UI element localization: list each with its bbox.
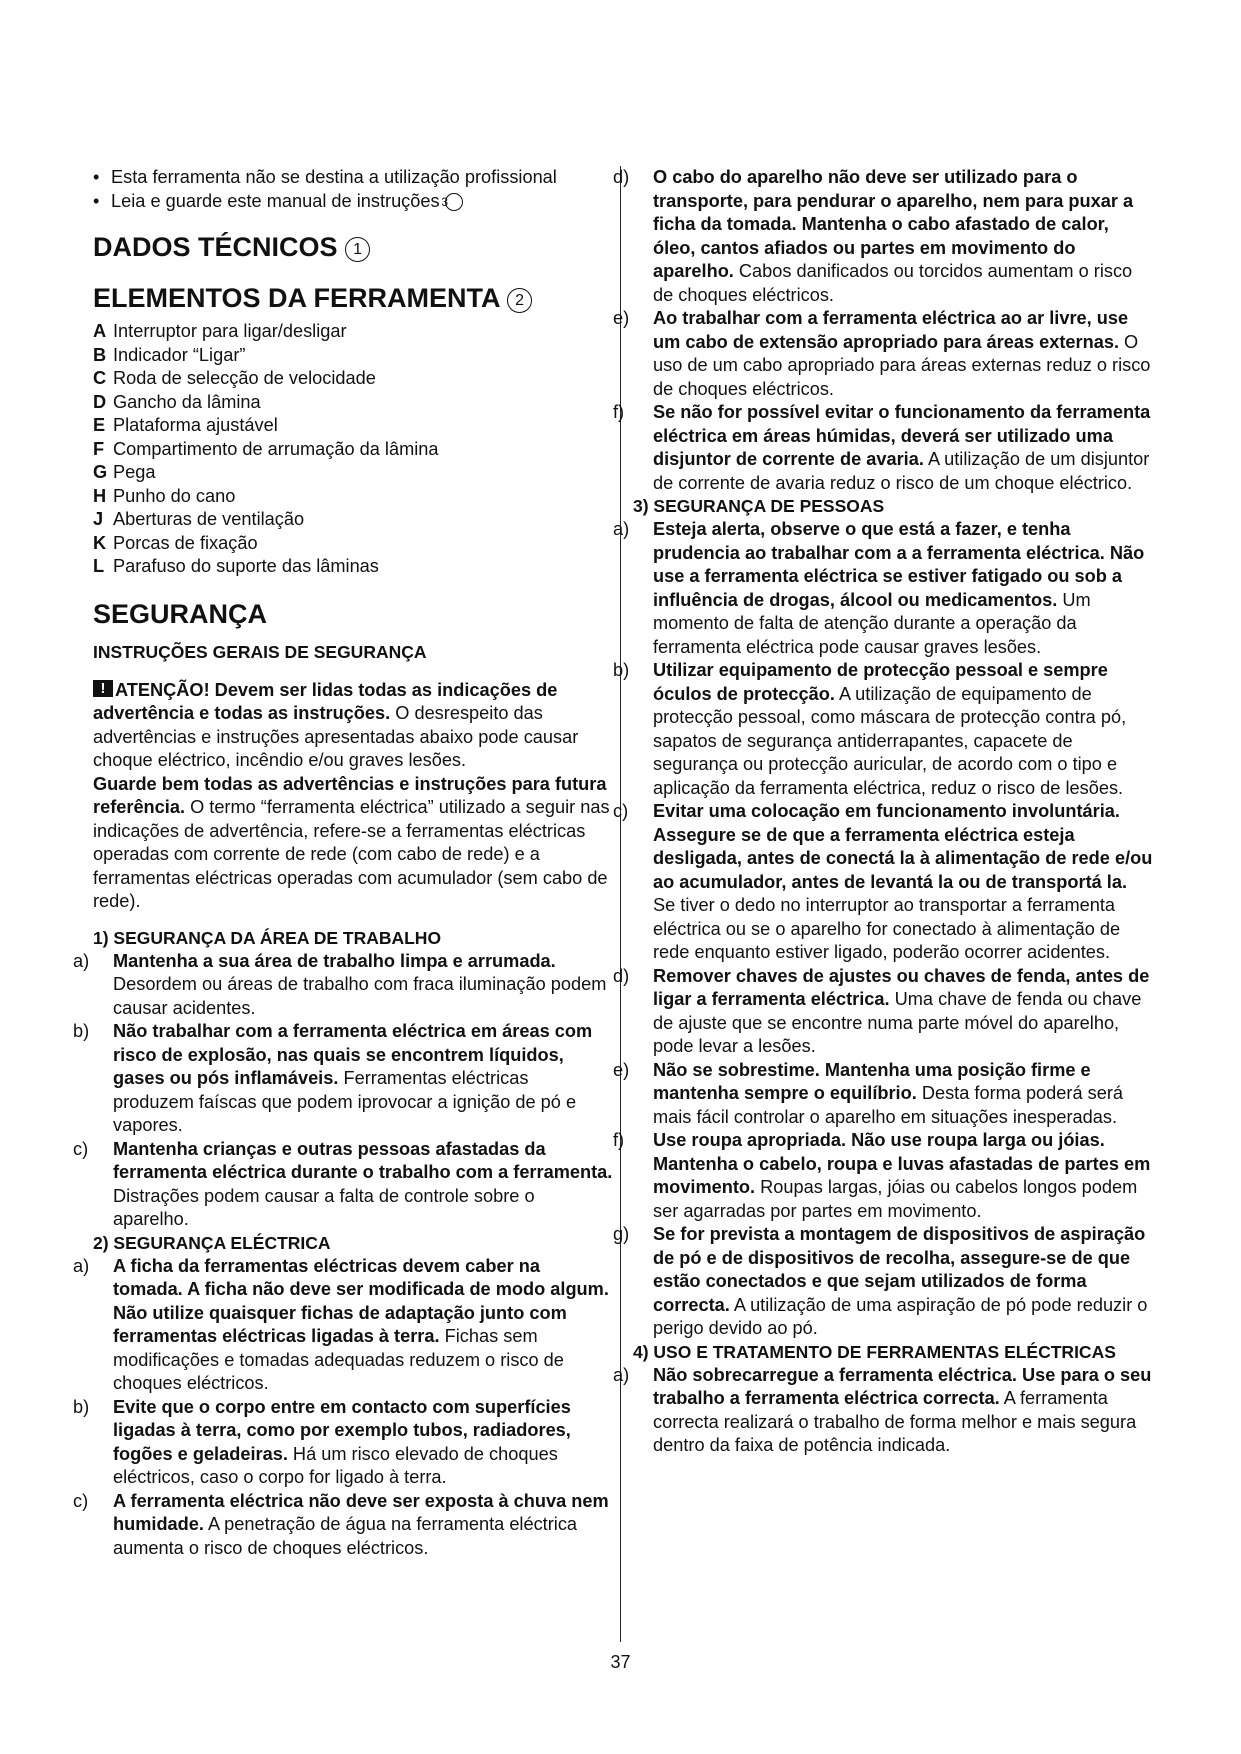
list-item: c) Evitar uma colocação em funcionamento involuntária. Assegure se de que a ferramenta eléctrica esteja desligada, antes de conectá la à alimentação de rede e/ou ao acumulador, antes de levantá la ou de transportá la. Se tiver o dedo no interruptor ao transportar a ferramenta eléctrica ou se o aparelho for conectado à alimentação de rede enquanto estiver ligado, poderão ocorrer acidentes. <box>613 801 1153 962</box>
figure-ref: 3 <box>445 193 463 211</box>
list-item: f) Use roupa apropriada. Não use roupa larga ou jóias. Mantenha o cabelo, roupa e luvas afastadas de partes em movimento. Roupas largas, jóias ou cabelos longos podem ser agarradas por partes em movimento. <box>613 1130 1151 1221</box>
left-column <box>73 166 613 1560</box>
column-divider <box>620 166 621 1642</box>
figure-ref: 2 <box>507 288 532 313</box>
element-item: L Parafuso do suporte das lâminas <box>93 556 379 576</box>
element-item: B Indicador “Ligar” <box>93 344 246 365</box>
section-title: 2) SEGURANÇA ELÉCTRICA <box>93 1232 331 1253</box>
element-item: H Punho do cano <box>93 485 236 506</box>
list-item: b) Utilizar equipamento de protecção pessoal e sempre óculos de protecção. A utilização de equipamento de protecção pessoal, como máscara de protecção contra pó, sapatos de segurança antiderrapantes, capacete de segurança ou protecção auricular, de acordo com o tipo e aplicação da ferramenta eléctrica, reduz o risco de lesões. <box>613 660 1127 798</box>
warning-paragraph: !ATENÇÃO! Devem ser lidas todas as indicações de advertência e todas as instruções. O desrespeito das advertências e instruções apresentadas abaixo pode causar choque eléctrico, incêndio e/ou graves lesões. <box>93 679 613 773</box>
element-item: F Compartimento de arrumação da lâmina <box>93 438 439 459</box>
list-item: a) Não sobrecarregue a ferramenta eléctrica. Use para o seu trabalho a ferramenta eléctrica correcta. A ferramenta correcta realizará o trabalho de forma melhor e mais segura dentro da faixa de potência indicada. <box>613 1364 1152 1455</box>
elements-list <box>93 320 613 579</box>
element-item: A Interruptor para ligar/desligar <box>93 321 347 341</box>
element-item: C Roda de selecção de velocidade <box>93 368 376 388</box>
section-title: 4) USO E TRATAMENTO DE FERRAMENTAS ELÉCTRICAS <box>633 1341 1116 1362</box>
element-item: J Aberturas de ventilação <box>93 509 305 529</box>
bullet-item: • Leia e guarde este manual de instruções 3 <box>93 190 613 214</box>
list-item: g) Se for prevista a montagem de dispositivos de aspiração de pó e de dispositivos de recolha, assegure-se de que estão conectados e que sejam utilizados de forma correcta. A utilização de uma aspiração de pó pode reduzir o perigo devido ao pó. <box>613 1224 1148 1338</box>
list-item: e) Não se sobrestime. Mantenha uma posição firme e mantenha sempre o equilíbrio. Desta forma poderá será mais fácil controlar o aparelho em situações inesperadas. <box>613 1059 1124 1127</box>
list-item: d) Remover chaves de ajustes ou chaves de fenda, antes de ligar a ferramenta eléctrica. Uma chave de fenda ou chave de ajuste que se encontre numa parte móvel do aparelho, pode levar a lesões. <box>613 965 1150 1056</box>
list-item: f) Se não for possível evitar o funcionamento da ferramenta eléctrica em áreas húmidas, deverá ser utilizado uma disjuntor de corrente de avaria. A utilização de um disjuntor de corrente de avaria reduz o risco de um choque eléctrico. <box>613 402 1151 493</box>
heading-technical-data: DADOS TÉCNICOS 1 <box>93 230 613 264</box>
heading-tool-elements: ELEMENTOS DA FERRAMENTA 2 <box>93 281 613 315</box>
subheading-general-safety: INSTRUÇÕES GERAIS DE SEGURANÇA <box>93 641 427 662</box>
list-item: a) A ficha da ferramentas eléctricas devem caber na tomada. A ficha não deve ser modificada de modo algum. Não utilize quaisquer fichas de adaptação junto com ferramentas eléctricas ligadas à terra. Fichas sem modificações e tomadas adequadas reduzem o risco de choques eléctricos. <box>73 1255 609 1393</box>
section-title: 1) SEGURANÇA DA ÁREA DE TRABALHO <box>93 927 442 948</box>
list-item: b) Não trabalhar com a ferramenta eléctrica em áreas com risco de explosão, nas quais se encontrem líquidos, gases ou pós inflamáveis. Ferramentas eléctricas produzem faíscas que podem iprovocar a ignição de pó e vapores. <box>73 1021 593 1135</box>
list-item: e) Ao trabalhar com a ferramenta eléctrica ao ar livre, use um cabo de extensão apropriado para áreas externas. O uso de um cabo apropriado para áreas externas reduz o risco de choques eléctricos. <box>613 308 1151 399</box>
bullet-item: • Esta ferramenta não se destina a utilização profissional <box>93 166 613 190</box>
figure-ref: 1 <box>345 237 370 262</box>
element-item: G Pega <box>93 462 156 482</box>
list-item: b) Evite que o corpo entre em contacto com superfícies ligadas à terra, como por exemplo tubos, radiadores, fogões e geladeiras. Há um risco elevado de choques eléctricos, caso o corpo for ligado à terra. <box>73 1396 571 1487</box>
section-title: 3) SEGURANÇA DE PESSOAS <box>633 496 885 516</box>
right-column <box>613 166 1153 1458</box>
warning-icon <box>93 680 113 697</box>
element-item: K Porcas de fixação <box>93 532 258 553</box>
warning-paragraph-2: Guarde bem todas as advertências e instruções para futura referência. O termo “ferramenta eléctrica” utilizado a seguir nas indicações de advertência, refere-se a ferramentas eléctricas operadas com corrente de rede (com cabo de rede) e a ferramentas eléctricas operadas com acumulador (sem cabo de rede). <box>93 773 610 911</box>
element-item: E Plataforma ajustável <box>93 415 278 435</box>
page-number: 37 <box>610 1652 631 1672</box>
element-item: D Gancho da lâmina <box>93 391 261 412</box>
heading-safety: SEGURANÇA <box>93 598 268 629</box>
list-item: a) Esteja alerta, observe o que está a fazer, e tenha prudencia ao trabalhar com a a ferramenta eléctrica. Não use a ferramenta eléctrica se estiver fatigado ou sob a influência de drogas, álcool ou medicamentos. Um momento de falta de atenção durante a operação da ferramenta eléctrica pode causar graves lesões. <box>613 519 1145 657</box>
list-item: c) A ferramenta eléctrica não deve ser exposta à chuva nem humidade. A penetração de água na ferramenta eléctrica aumenta o risco de choques eléctricos. <box>73 1490 609 1558</box>
list-item: c) Mantenha crianças e outras pessoas afastadas da ferramenta eléctrica durante o trabalho com a ferramenta. Distrações podem causar a falta de controle sobre o aparelho. <box>73 1138 613 1229</box>
list-item: a) Mantenha a sua área de trabalho limpa e arrumada. Desordem ou áreas de trabalho com fraca iluminação podem causar acidentes. <box>73 950 607 1018</box>
list-item: d) O cabo do aparelho não deve ser utilizado para o transporte, para pendurar o aparelho, nem para puxar a ficha da tomada. Mantenha o cabo afastado de calor, óleo, cantos afiados ou partes em movimento do aparelho. Cabos danificados ou torcidos aumentam o risco de choques eléctricos. <box>613 167 1134 305</box>
